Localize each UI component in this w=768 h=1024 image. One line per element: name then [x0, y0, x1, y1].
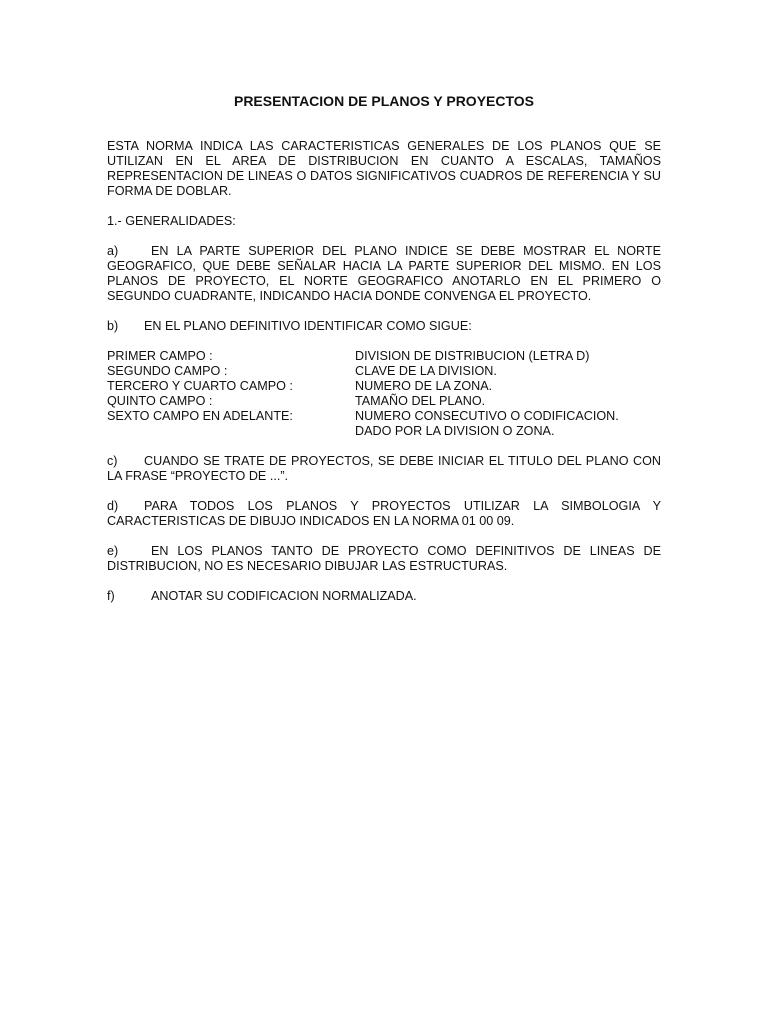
list-item-f — [107, 589, 661, 604]
field-name: QUINTO CAMPO : — [107, 394, 213, 408]
list-marker: a) — [107, 244, 119, 258]
field-name: SEGUNDO CAMPO : — [107, 364, 228, 378]
list-item-c — [107, 454, 661, 484]
document-title: PRESENTACION DE PLANOS Y PROYECTOS — [233, 93, 535, 109]
list-item-text: EN LOS PLANOS TANTO DE PROYECTO COMO DEFINITIVOS DE LINEAS DE DISTRIBUCION, NO ES NECESARIO DIBUJAR LAS ESTRUCTURAS. — [107, 544, 661, 573]
list-item-text: CUANDO SE TRATE DE PROYECTOS, SE DEBE INICIAR EL TITULO DEL PLANO CON LA FRASE “PROYECTO DE ...”. — [107, 454, 661, 483]
field-value: NUMERO CONSECUTIVO O CODIFICACION. — [355, 409, 619, 423]
list-marker: e) — [107, 544, 119, 558]
list-marker: b) — [107, 319, 119, 333]
field-name — [107, 424, 355, 439]
field-name: SEXTO CAMPO EN ADELANTE: — [107, 409, 293, 423]
field-value: CLAVE DE LA DIVISION. — [355, 364, 497, 378]
list-marker: c) — [107, 454, 118, 468]
field-value: TAMAÑO DEL PLANO. — [355, 394, 486, 408]
fields-table — [107, 349, 661, 439]
list-item-text: PARA TODOS LOS PLANOS Y PROYECTOS UTILIZAR LA SIMBOLOGIA Y CARACTERISTICAS DE DIBUJO INDICADOS EN LA NORMA 01 00 09. — [107, 499, 661, 528]
list-item-text: EN EL PLANO DEFINITIVO IDENTIFICAR COMO SIGUE: — [144, 319, 472, 333]
field-value: NUMERO DE LA ZONA. — [355, 379, 493, 393]
document-body — [107, 139, 661, 604]
list-marker: d) — [107, 499, 119, 513]
field-value: DIVISION DE DISTRIBUCION (LETRA D) — [355, 349, 590, 363]
field-name: PRIMER CAMPO : — [107, 349, 213, 363]
field-value: DADO POR LA DIVISION O ZONA. — [355, 424, 555, 438]
list-item-b — [107, 319, 661, 334]
intro-paragraph: ESTA NORMA INDICA LAS CARACTERISTICAS GENERALES DE LOS PLANOS QUE SE UTILIZAN EN EL AREA DE DISTRIBUCION EN CUANTO A ESCALAS, TAMAÑOS REPRESENTACION DE LINEAS O DATOS SIGNIFICATIVOS CUADROS DE REFERENCIA Y SU FORMA DE DOBLAR. — [107, 139, 661, 198]
list-item-e — [107, 544, 661, 574]
list-marker: f) — [107, 589, 115, 603]
field-name: TERCERO Y CUARTO CAMPO : — [107, 379, 293, 393]
list-item-d — [107, 499, 661, 529]
section-heading: 1.- GENERALIDADES: — [107, 214, 236, 228]
list-item-a — [107, 244, 661, 304]
list-item-text: ANOTAR SU CODIFICACION NORMALIZADA. — [151, 589, 417, 603]
list-item-text: EN LA PARTE SUPERIOR DEL PLANO INDICE SE DEBE MOSTRAR EL NORTE GEOGRAFICO, QUE DEBE SEÑALAR HACIA LA PARTE SUPERIOR DEL MISMO. EN LOS PLANOS DE PROYECTO, EL NORTE GEOGRAFICO ANOTARLO EN EL PRIMERO O SEGUNDO CUADRANTE, INDICANDO HACIA DONDE CONVENGA EL PROYECTO. — [107, 244, 661, 303]
